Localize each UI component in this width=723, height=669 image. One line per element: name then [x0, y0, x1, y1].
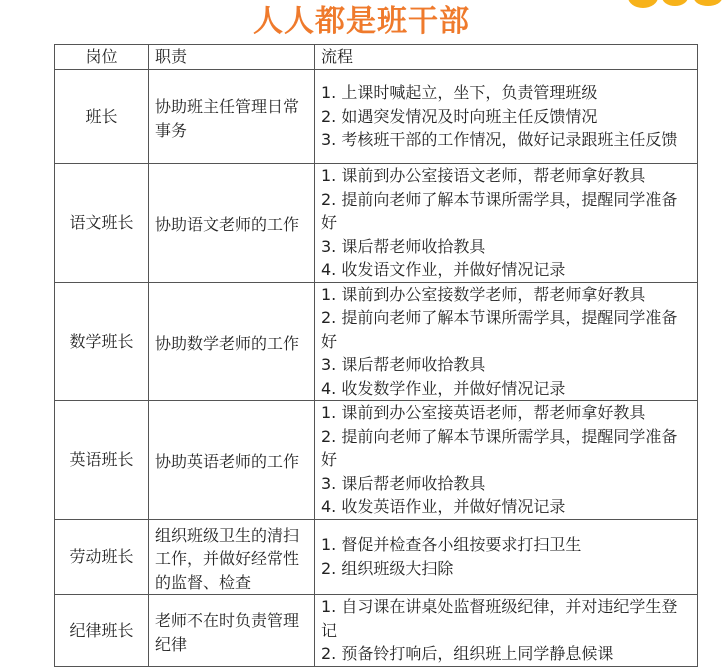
- header-position: 岗位: [55, 45, 149, 70]
- process-cell: [315, 595, 698, 667]
- process-cell: [315, 282, 698, 401]
- process-step: 2. 提前向老师了解本节课所需学具，提醒同学准备好: [321, 189, 678, 232]
- process-step: 4. 收发数学作业，并做好情况记录: [321, 378, 566, 398]
- duty-cell: 协助英语老师的工作: [149, 401, 315, 520]
- process-step: 1. 课前到办公室接语文老师，帮老师拿好教具: [321, 166, 646, 185]
- table-row: [55, 519, 698, 595]
- process-step: 2. 如遇突发情况及时向班主任反馈情况: [321, 106, 598, 126]
- process-step: 3. 课后帮老师收拾教具: [321, 236, 486, 256]
- duty-table: [54, 44, 698, 667]
- process-step: 1. 督促并检查各小组按要求打扫卫生: [321, 535, 582, 555]
- process-step: 2. 预备铃打响后，组织班上同学静息候课: [321, 644, 614, 664]
- table-row: [55, 70, 698, 164]
- process-step: 1. 上课时喊起立，坐下，负责管理班级: [321, 83, 598, 103]
- process-step: 3. 考核班干部的工作情况，做好记录跟班主任反馈: [321, 130, 678, 150]
- table-header-row: [55, 45, 698, 70]
- process-step: 2. 提前向老师了解本节课所需学具，提醒同学准备好: [321, 426, 678, 469]
- duty-cell: 老师不在时负责管理纪律: [149, 595, 315, 667]
- process-step: 2. 提前向老师了解本节课所需学具，提醒同学准备好: [321, 308, 678, 351]
- position-cell: 班长: [55, 70, 149, 164]
- position-cell: 语文班长: [55, 164, 149, 283]
- header-duty: 职责: [149, 45, 315, 70]
- position-cell: 英语班长: [55, 401, 149, 520]
- table-row: [55, 401, 698, 520]
- position-cell: 劳动班长: [55, 519, 149, 595]
- duty-cell: 协助班主任管理日常事务: [149, 70, 315, 164]
- table-row: [55, 282, 698, 401]
- process-cell: [315, 70, 698, 164]
- process-cell: [315, 519, 698, 595]
- process-cell: [315, 164, 698, 283]
- process-step: 1. 课前到办公室接英语老师，帮老师拿好教具: [321, 403, 646, 422]
- process-step: 1. 自习课在讲桌处监督班级纪律，并对违纪学生登记: [321, 597, 678, 640]
- process-step: 4. 收发英语作业，并做好情况记录: [321, 497, 566, 516]
- duty-cell: 协助数学老师的工作: [149, 282, 315, 401]
- process-step: 3. 课后帮老师收拾教具: [321, 355, 486, 374]
- duty-cell: 组织班级卫生的清扫工作，并做好经常性的监督、检查: [149, 519, 315, 595]
- position-cell: 纪律班长: [55, 595, 149, 667]
- header-process: 流程: [315, 45, 698, 70]
- page-title: 人人都是班干部: [253, 4, 470, 39]
- duty-cell: 协助语文老师的工作: [149, 164, 315, 283]
- table-row: [55, 595, 698, 667]
- process-step: 3. 课后帮老师收拾教具: [321, 473, 486, 493]
- process-step: 2. 组织班级大扫除: [321, 558, 454, 578]
- process-step: 4. 收发语文作业，并做好情况记录: [321, 260, 566, 279]
- process-step: 1. 课前到办公室接数学老师，帮老师拿好教具: [321, 284, 646, 304]
- table-row: [55, 164, 698, 283]
- process-cell: [315, 401, 698, 520]
- position-cell: 数学班长: [55, 282, 149, 401]
